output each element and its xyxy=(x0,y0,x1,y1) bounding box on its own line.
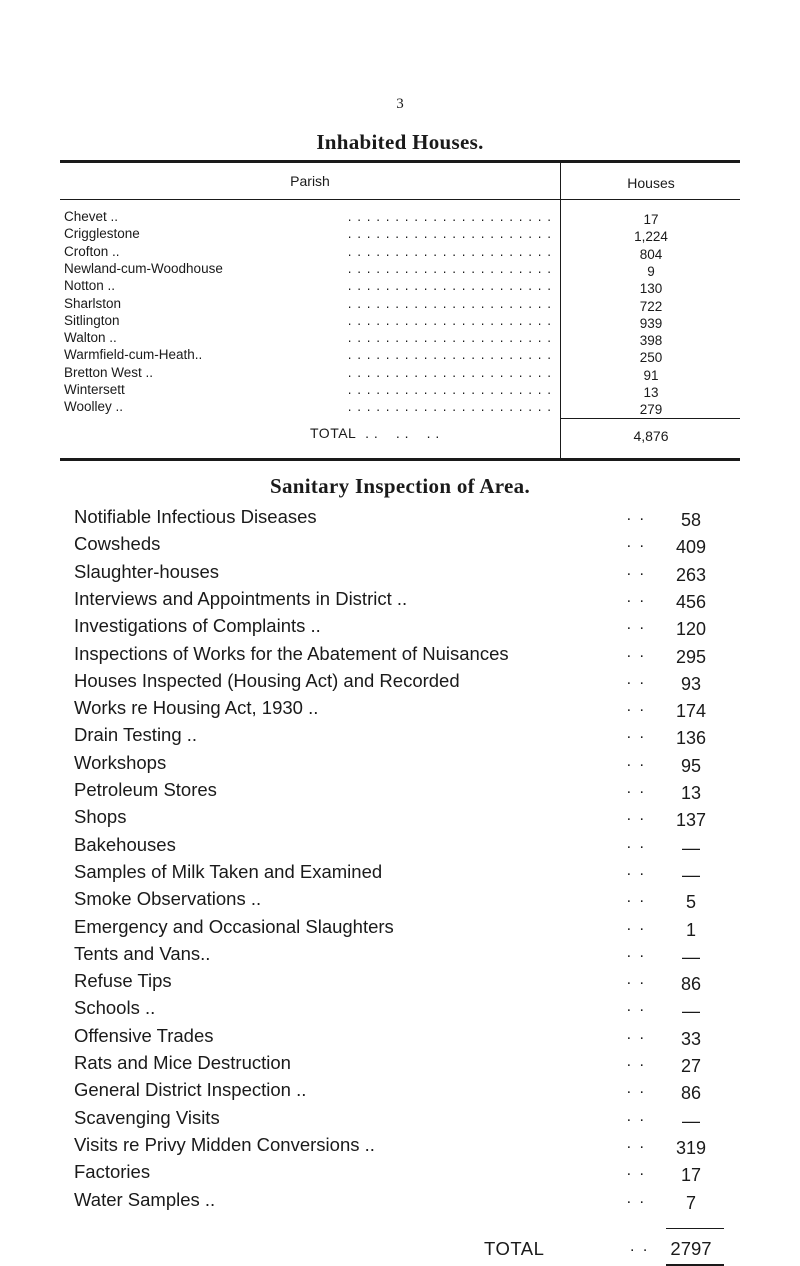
houses-count: 398 xyxy=(639,333,663,349)
inspection-count: 7 xyxy=(685,1192,696,1213)
inspection-count: 120 xyxy=(675,619,707,640)
sanitary-total-label: TOTAL xyxy=(484,1238,545,1259)
houses-count: 250 xyxy=(639,350,663,366)
leader-dots: . . xyxy=(626,834,646,852)
leader-dots: . . xyxy=(626,752,646,770)
houses-count: 13 xyxy=(643,385,659,400)
table-row xyxy=(60,244,740,261)
leader-dots: . . . . . . . . . . . . . . . . . . . . . . xyxy=(347,312,552,328)
list-item xyxy=(74,1161,724,1185)
inspection-count: 295 xyxy=(675,646,707,667)
inspection-count: 86 xyxy=(680,1083,702,1104)
leader-dots: . . xyxy=(626,943,646,961)
parish-name: Crofton .. xyxy=(64,243,120,259)
list-item xyxy=(74,1189,724,1213)
houses-total-value: 4,876 xyxy=(633,428,669,444)
sanitary-title: Sanitary Inspection of Area. xyxy=(269,474,531,498)
inspection-count: 33 xyxy=(680,1028,702,1049)
leader-dots: . . xyxy=(626,507,646,524)
inspection-count: 13 xyxy=(680,783,702,803)
inspection-label: Interviews and Appointments in District .. xyxy=(74,587,408,609)
list-item xyxy=(74,779,724,803)
leader-dots: . . xyxy=(626,1107,646,1125)
list-item xyxy=(74,533,724,557)
list-item xyxy=(74,834,724,858)
table-row xyxy=(60,261,740,278)
inspection-count: — xyxy=(682,837,700,858)
list-item xyxy=(74,1134,724,1158)
leader-dots: . . . . . . . . . . . . . . . . . . . . . . xyxy=(347,243,552,259)
leader-dots: . . xyxy=(630,1238,650,1255)
sanitary-total-value: 2797 xyxy=(670,1238,712,1259)
table-row xyxy=(60,330,740,347)
houses-title: Inhabited Houses. xyxy=(316,130,484,154)
parish-name: Bretton West .. xyxy=(64,364,154,380)
total-rule xyxy=(666,1228,724,1229)
houses-header: Houses xyxy=(627,175,675,191)
parish-header: Parish xyxy=(290,173,330,189)
inspection-label: Works re Housing Act, 1930 .. xyxy=(74,697,319,719)
table-row xyxy=(60,226,740,243)
list-item xyxy=(74,724,724,748)
leader-dots: . . . . . . . . . . . . . . . . . . . . . . xyxy=(347,364,552,380)
inspection-label: Houses Inspected (Housing Act) and Recorded xyxy=(74,669,460,691)
inspection-label: Smoke Observations .. xyxy=(74,888,262,910)
table-row xyxy=(60,365,740,382)
inspection-count: 86 xyxy=(680,974,702,995)
houses-count: 1,224 xyxy=(634,229,668,245)
leader-dots: . . xyxy=(626,643,646,661)
list-item xyxy=(74,1107,724,1131)
inspection-count: 137 xyxy=(675,810,707,831)
parish-name: Sharlston xyxy=(64,295,122,311)
list-item xyxy=(74,943,724,967)
inspection-count: 58 xyxy=(680,510,702,530)
leader-dots: . . . . . . . . . . . . . . . . . . . . . . xyxy=(347,330,552,346)
list-item xyxy=(74,615,724,639)
total-rule xyxy=(560,418,740,419)
parish-name: Newland-cum-Woodhouse xyxy=(64,260,223,276)
inspection-label: Samples of Milk Taken and Examined xyxy=(74,860,383,882)
list-item xyxy=(74,506,724,530)
inspection-count: 5 xyxy=(685,892,696,913)
leader-dots: . . xyxy=(626,561,646,579)
houses-count: 17 xyxy=(643,212,659,227)
houses-count: 939 xyxy=(639,315,663,331)
list-item xyxy=(74,861,724,885)
leader-dots: . . . . . . . . . . . . . . . . . . . . . . xyxy=(347,226,552,242)
houses-total-label: TOTAL . . . . . . xyxy=(310,425,440,441)
houses-count: 91 xyxy=(643,367,659,383)
inspection-label: Factories xyxy=(74,1161,151,1183)
list-item xyxy=(74,697,724,721)
leader-dots: . . xyxy=(626,670,646,688)
table-row xyxy=(60,278,740,295)
leader-dots: . . xyxy=(626,534,646,552)
list-item xyxy=(74,670,724,694)
leader-dots: . . xyxy=(626,1053,646,1070)
inspection-label: Schools .. xyxy=(74,997,156,1019)
parish-name: Chevet .. xyxy=(64,209,119,224)
leader-dots: . . xyxy=(626,1025,646,1043)
inspection-count: — xyxy=(682,864,700,885)
inspection-label: Scavenging Visits xyxy=(74,1106,220,1128)
inspection-label: Workshops xyxy=(74,751,167,773)
inspection-label: Notifiable Infectious Diseases xyxy=(74,506,317,527)
list-item xyxy=(74,588,724,612)
list-item xyxy=(74,970,724,994)
inspection-label: Refuse Tips xyxy=(74,970,172,992)
inspection-count: 1 xyxy=(685,919,696,940)
parish-name: Warmfield-cum-Heath.. xyxy=(64,347,203,363)
list-item xyxy=(74,1079,724,1103)
inspection-label: Tents and Vans.. xyxy=(74,942,211,964)
inspection-count: 409 xyxy=(675,537,707,558)
leader-dots: . . xyxy=(626,971,646,989)
inspection-label: Offensive Trades xyxy=(74,1024,214,1046)
leader-dots: . . xyxy=(626,807,646,825)
leader-dots: . . xyxy=(626,725,646,743)
leader-dots: . . xyxy=(626,1080,646,1098)
inspection-label: Rats and Mice Destruction xyxy=(74,1052,291,1073)
list-item xyxy=(74,1025,724,1049)
list-item xyxy=(74,806,724,830)
list-item xyxy=(74,888,724,912)
inspection-count: 17 xyxy=(680,1165,702,1186)
leader-dots: . . . . . . . . . . . . . . . . . . . . . . xyxy=(347,382,552,397)
table-row xyxy=(60,209,740,226)
table-row xyxy=(60,313,740,330)
houses-count: 804 xyxy=(639,246,663,262)
inspection-label: Investigations of Complaints .. xyxy=(74,615,321,637)
table-row xyxy=(60,399,740,416)
parish-name: Wintersett xyxy=(64,382,125,397)
inspection-label: Slaughter-houses xyxy=(74,560,220,582)
table-row xyxy=(60,296,740,313)
leader-dots: . . xyxy=(626,916,646,934)
houses-table xyxy=(60,160,740,461)
inspection-label: Cowsheds xyxy=(74,533,161,555)
inspection-count: 95 xyxy=(680,755,702,776)
leader-dots: . . . . . . . . . . . . . . . . . . . . . . xyxy=(347,399,552,415)
houses-count: 9 xyxy=(647,263,655,279)
parish-name: Notton .. xyxy=(64,278,116,294)
leader-dots: . . xyxy=(626,588,646,606)
inspection-label: Bakehouses xyxy=(74,833,176,855)
inspection-label: Water Samples .. xyxy=(74,1188,216,1210)
inspection-label: Drain Testing .. xyxy=(74,724,198,746)
parish-name: Walton .. xyxy=(64,330,117,346)
inspection-label: Shops xyxy=(74,806,127,828)
inspection-count: 27 xyxy=(680,1056,702,1076)
parish-name: Woolley .. xyxy=(64,399,124,415)
header-rule xyxy=(60,199,740,200)
inspection-count: — xyxy=(682,1110,700,1131)
table-row xyxy=(60,382,740,399)
table-row xyxy=(60,347,740,364)
list-item xyxy=(74,916,724,940)
list-item xyxy=(74,561,724,585)
list-item xyxy=(74,997,724,1021)
inspection-count: 93 xyxy=(680,673,702,694)
list-item xyxy=(74,643,724,667)
leader-dots: . . xyxy=(626,889,646,907)
inspection-count: — xyxy=(682,1001,700,1022)
leader-dots: . . xyxy=(626,780,646,797)
inspection-label: General District Inspection .. xyxy=(74,1079,307,1101)
list-item xyxy=(74,752,724,776)
leader-dots: . . . . . . . . . . . . . . . . . . . . . . xyxy=(347,278,552,294)
leader-dots: . . xyxy=(626,1134,646,1152)
inspection-label: Inspections of Works for the Abatement of Nuisances xyxy=(74,642,509,664)
inspection-label: Emergency and Occasional Slaughters xyxy=(74,915,394,937)
inspection-label: Visits re Privy Midden Conversions .. xyxy=(74,1133,375,1155)
leader-dots: . . . . . . . . . . . . . . . . . . . . . . xyxy=(347,209,552,224)
leader-dots: . . . . . . . . . . . . . . . . . . . . . . xyxy=(347,260,552,276)
page-number: 3 xyxy=(396,96,404,112)
leader-dots: . . . . . . . . . . . . . . . . . . . . . . xyxy=(347,347,552,363)
leader-dots: . . xyxy=(626,616,646,634)
houses-count: 722 xyxy=(639,298,663,314)
leader-dots: . . xyxy=(626,1189,646,1207)
leader-dots: . . . . . . . . . . . . . . . . . . . . . . xyxy=(347,295,552,311)
list-item xyxy=(74,1052,724,1076)
inspection-count: 263 xyxy=(675,564,707,585)
inspection-count: 456 xyxy=(675,591,707,612)
houses-count: 279 xyxy=(639,402,663,418)
leader-dots: . . xyxy=(626,698,646,716)
parish-name: Crigglestone xyxy=(64,226,140,242)
parish-name: Sitlington xyxy=(64,312,120,328)
leader-dots: . . xyxy=(626,1162,646,1180)
inspection-count: 136 xyxy=(675,728,707,749)
houses-count: 130 xyxy=(639,281,663,297)
inspection-count: — xyxy=(682,946,700,967)
inspection-count: 319 xyxy=(675,1137,707,1158)
inspection-label: Petroleum Stores xyxy=(74,779,217,800)
inspection-count: 174 xyxy=(675,701,707,722)
leader-dots: . . xyxy=(626,861,646,879)
leader-dots: . . xyxy=(626,998,646,1016)
